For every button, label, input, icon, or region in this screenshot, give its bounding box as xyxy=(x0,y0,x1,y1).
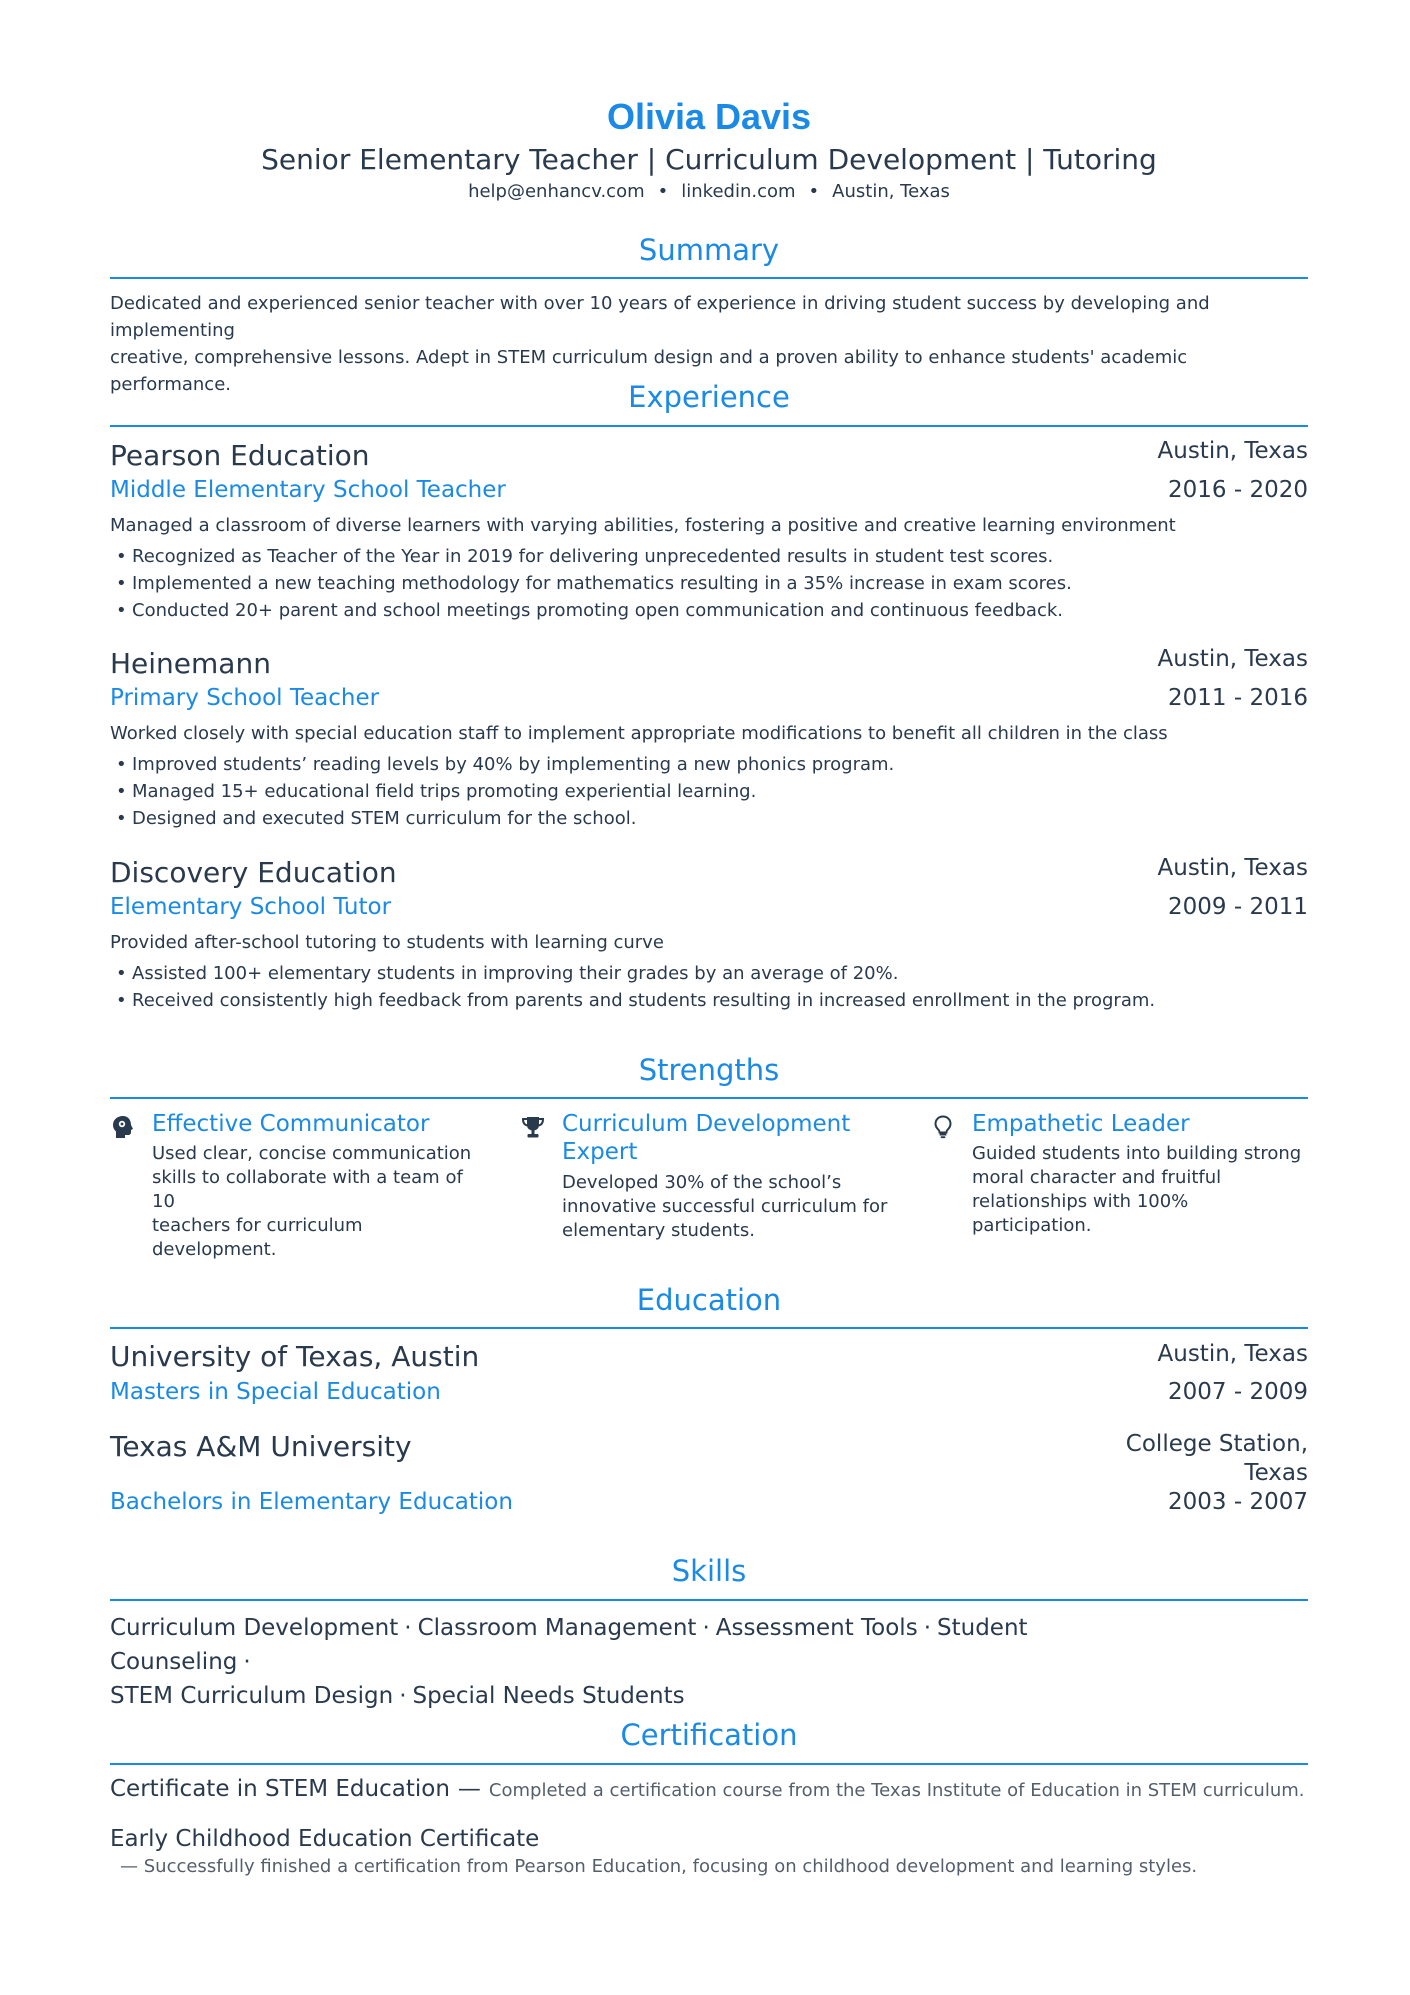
strength-item xyxy=(110,1110,490,1260)
certification-divider xyxy=(110,1763,1308,1765)
strengths-divider xyxy=(110,1097,1308,1099)
email-link[interactable]: help@enhancv.com xyxy=(468,181,645,202)
job-bullet: • Assisted 100+ elementary students in improving their grades by an average of 20%. xyxy=(110,960,1155,987)
job-bullets xyxy=(110,543,1072,624)
job-description: Provided after-school tutoring to students with learning curve xyxy=(110,932,664,953)
strength-description xyxy=(152,1142,482,1262)
job-bullet: • Improved students’ reading levels by 40% by implementing a new phonics program. xyxy=(110,751,894,778)
head-icon xyxy=(110,1114,136,1140)
candidate-name: Olivia Davis xyxy=(606,96,812,137)
summary-heading: Summary xyxy=(638,233,780,267)
strength-line: Used clear, concise communication xyxy=(152,1143,472,1164)
job-company: Discovery Education xyxy=(110,856,397,889)
strength-title: Effective Communicator xyxy=(152,1111,430,1137)
contact-info: help@enhancv.com • linkedin.com • Austin, Texas xyxy=(468,181,950,202)
certification-heading: Certification xyxy=(620,1718,798,1752)
education-divider xyxy=(110,1327,1308,1329)
summary-line: creative, comprehensive lessons. Adept in STEM curriculum design and a proven ability to enhance students' academic performance. xyxy=(110,347,1188,395)
skills-heading: Skills xyxy=(671,1554,747,1588)
strength-title: Empathetic Leader xyxy=(972,1111,1190,1137)
school-dates: 2007 - 2009 xyxy=(1168,1379,1308,1405)
job-role: Elementary School Tutor xyxy=(110,894,392,920)
job-bullet: • Recognized as Teacher of the Year in 2019 for delivering unprecedented results in student test scores. xyxy=(110,543,1072,570)
job-location: Austin, Texas xyxy=(1157,646,1308,672)
lightbulb-icon xyxy=(930,1114,956,1140)
skill-separator: · xyxy=(923,1615,931,1641)
certification-dash: — xyxy=(120,1856,138,1877)
strength-item xyxy=(930,1110,1310,1240)
job-bullet: • Designed and executed STEM curriculum for the school. xyxy=(110,805,894,832)
certification-title: Early Childhood Education Certificate xyxy=(110,1826,540,1852)
certification-description: Successfully finished a certification from Pearson Education, focusing on childhood development and learning styles. xyxy=(143,1856,1198,1877)
experience-heading: Experience xyxy=(628,380,790,414)
job-dates: 2009 - 2011 xyxy=(1168,894,1308,920)
skills-list xyxy=(110,1611,1160,1713)
job-location: Austin, Texas xyxy=(1157,855,1308,881)
strength-item xyxy=(520,1110,900,1260)
strength-line: relationships with 100% participation. xyxy=(972,1191,1189,1236)
degree: Masters in Special Education xyxy=(110,1379,441,1405)
job-role: Middle Elementary School Teacher xyxy=(110,477,506,503)
skill-separator: · xyxy=(404,1615,412,1641)
skill-item: Classroom Management xyxy=(417,1615,697,1641)
strength-description xyxy=(562,1171,892,1243)
job-bullet: • Managed 15+ educational field trips promoting experiential learning. xyxy=(110,778,894,805)
school-location xyxy=(1126,1430,1308,1488)
job-bullets xyxy=(110,960,1155,1014)
job-company: Heinemann xyxy=(110,647,271,680)
skill-item: Curriculum Development xyxy=(110,1615,399,1641)
linkedin-link[interactable]: linkedin.com xyxy=(681,181,796,202)
strength-line: innovative successful curriculum for xyxy=(562,1196,888,1217)
school-dates: 2003 - 2007 xyxy=(1168,1489,1308,1515)
school-location-line: College Station, xyxy=(1125,1431,1308,1457)
certification-description: Completed a certification course from the Texas Institute of Education in STEM curriculum. xyxy=(488,1780,1305,1801)
strength-title-line: Curriculum Development xyxy=(562,1111,851,1137)
summary-divider xyxy=(110,277,1308,279)
strength-title xyxy=(562,1110,892,1166)
strength-title-line: Expert xyxy=(562,1139,638,1165)
strength-line: elementary students. xyxy=(562,1220,755,1241)
job-bullet: • Conducted 20+ parent and school meetings promoting open communication and continuous feedback. xyxy=(110,597,1072,624)
skills-divider xyxy=(110,1599,1308,1601)
certification-item xyxy=(110,1776,1305,1802)
school-name: University of Texas, Austin xyxy=(110,1340,480,1373)
strength-line: teachers for curriculum development. xyxy=(152,1215,363,1260)
skill-item: Student Counseling xyxy=(110,1615,1028,1675)
skill-item: Special Needs Students xyxy=(412,1683,685,1709)
skill-separator: · xyxy=(243,1649,251,1675)
strength-description xyxy=(972,1142,1302,1238)
skill-item: STEM Curriculum Design xyxy=(110,1683,394,1709)
job-dates: 2011 - 2016 xyxy=(1168,685,1308,711)
education-heading: Education xyxy=(636,1283,782,1317)
strength-line: Developed 30% of the school’s xyxy=(562,1172,842,1193)
certification-dash: — xyxy=(457,1776,481,1802)
candidate-title: Senior Elementary Teacher | Curriculum Development | Tutoring xyxy=(261,143,1157,176)
job-bullet: • Received consistently high feedback from parents and students resulting in increased enrollment in the program. xyxy=(110,987,1155,1014)
job-dates: 2016 - 2020 xyxy=(1168,477,1308,503)
experience-divider xyxy=(110,425,1308,427)
job-company: Pearson Education xyxy=(110,439,370,472)
summary-line: Dedicated and experienced senior teacher with over 10 years of experience in driving student success by developing and implementing xyxy=(110,293,1210,341)
strength-line: moral character and fruitful xyxy=(972,1167,1222,1188)
job-description: Managed a classroom of diverse learners with varying abilities, fostering a positive and creative learning environment xyxy=(110,515,1176,536)
job-description: Worked closely with special education staff to implement appropriate modifications to benefit all children in the class xyxy=(110,723,1168,744)
job-role: Primary School Teacher xyxy=(110,685,380,711)
trophy-icon xyxy=(520,1114,546,1140)
school-name: Texas A&M University xyxy=(110,1430,412,1463)
strength-line: Guided students into building strong xyxy=(972,1143,1302,1164)
degree: Bachelors in Elementary Education xyxy=(110,1489,513,1515)
job-bullets xyxy=(110,751,894,832)
strengths-heading: Strengths xyxy=(638,1053,780,1087)
job-bullet: • Implemented a new teaching methodology for mathematics resulting in a 35% increase in exam scores. xyxy=(110,570,1072,597)
skill-separator: · xyxy=(702,1615,710,1641)
location-text: Austin, Texas xyxy=(832,181,950,202)
job-location: Austin, Texas xyxy=(1157,438,1308,464)
skill-item: Assessment Tools xyxy=(715,1615,918,1641)
skills-row xyxy=(110,1611,1160,1679)
certification-title: Certificate in STEM Education xyxy=(110,1776,450,1802)
school-location-line: Texas xyxy=(1244,1460,1308,1486)
skills-row xyxy=(110,1679,1160,1713)
strength-line: skills to collaborate with a team of 10 xyxy=(152,1167,463,1212)
school-location: Austin, Texas xyxy=(1157,1341,1308,1367)
certification-item xyxy=(120,1856,1197,1877)
skill-separator: · xyxy=(399,1683,407,1709)
